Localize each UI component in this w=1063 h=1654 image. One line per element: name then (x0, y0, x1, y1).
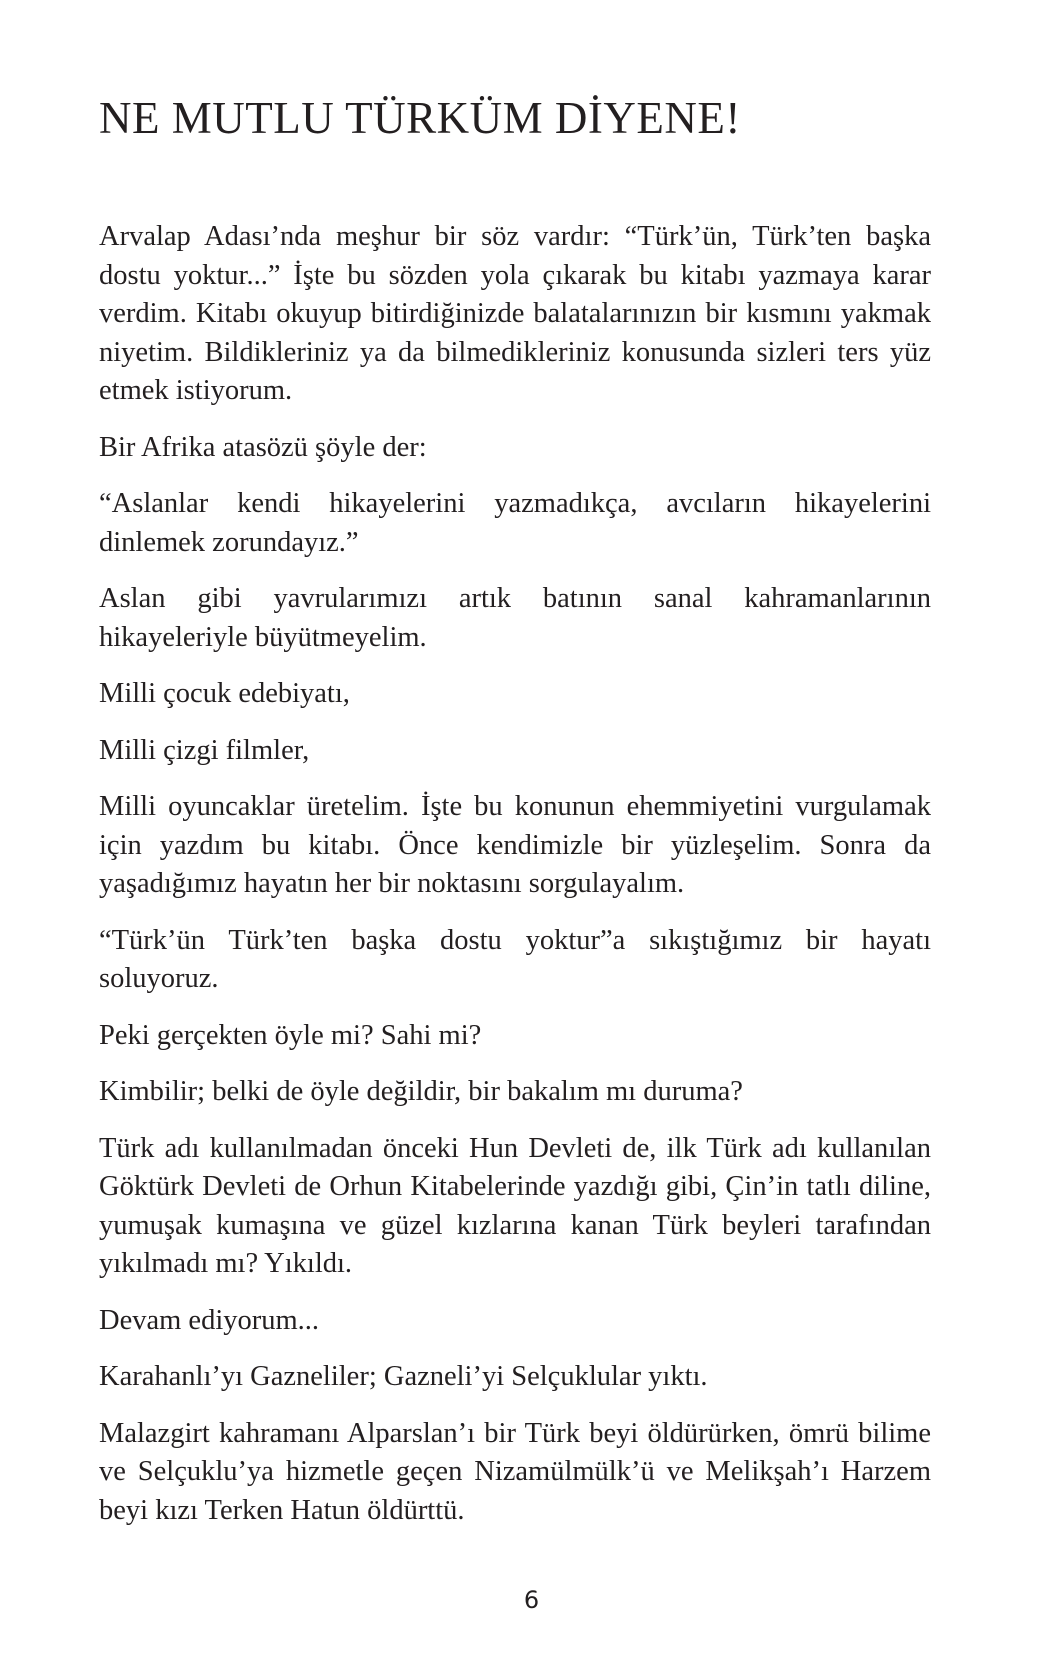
paragraph: Kimbilir; belki de öyle değildir, bir bakalım mı duruma? (99, 1076, 743, 1107)
paragraph: Milli çizgi filmler, (99, 734, 310, 766)
paragraph: Türk adı kullanılmadan önceki Hun Devleti de, ilk Türk adı kullanılan Göktürk Devleti de Orhun Kitabelerinde yazdığı gibi, Çin’in tatlı diline, yumuşak kumaşına ve güzel kızlarına kanan Türk beyleri tarafından yıkılmadı mı? Yıkıldı. (99, 1132, 931, 1279)
paragraph: Milli oyuncaklar üretelim. İşte bu konunun ehemmiyetini vurgulamak için yazdım bu kitabı. Önce kendimizle bir yüzleşelim. Sonra da yaşadığımız hayatın her bir noktasını sorgulayalım. (99, 791, 931, 899)
paragraph: Devam ediyorum... (99, 1304, 320, 1336)
paragraph: Malazgirt kahramanı Alparslan’ı bir Türk beyi öldürürken, ömrü bilime ve Selçuklu’ya hizmetle geçen Nizamülmülk’ü ve Melikşah’ı Harzem beyi kızı Terken Hatun öldürttü. (99, 1417, 931, 1526)
paragraph: Bir Afrika atasözü şöyle der: (99, 431, 427, 463)
paragraph: Peki gerçekten öyle mi? Sahi mi? (99, 1019, 482, 1051)
paragraph: Milli çocuk edebiyatı, (99, 678, 350, 709)
paragraph: Arvalap Adası’nda meşhur bir söz vardır: “Türk’ün, Türk’ten başka dostu yoktur...” İşte bu sözden yola çıkarak bu kitabı yazmaya karar verdim. Kitabı okuyup bitirdiğinizde balatalarınızın bir kısmını yakmak niyetim. Bildikleriniz ya da bilmedikleriniz konusunda sizleri ters yüz etmek istiyorum. (99, 221, 931, 406)
chapter-body (99, 218, 931, 1548)
chapter-title: NE MUTLU TÜRKÜM DİYENE! (99, 93, 741, 143)
paragraph: “Aslanlar kendi hikayelerini yazmadıkça, avcıların hikayelerini dinlemek zorundayız.” (99, 488, 931, 558)
page-number: 6 (523, 1586, 540, 1614)
paragraph: “Türk’ün Türk’ten başka dostu yoktur”a sıkıştığımız bir hayatı soluyoruz. (99, 924, 931, 994)
paragraph: Karahanlı’yı Gazneliler; Gazneli’yi Selçuklular yıktı. (99, 1361, 708, 1392)
paragraph: Aslan gibi yavrularımızı artık batının sanal kahramanlarının hikayeleriyle büyütmeyelim. (99, 583, 931, 653)
